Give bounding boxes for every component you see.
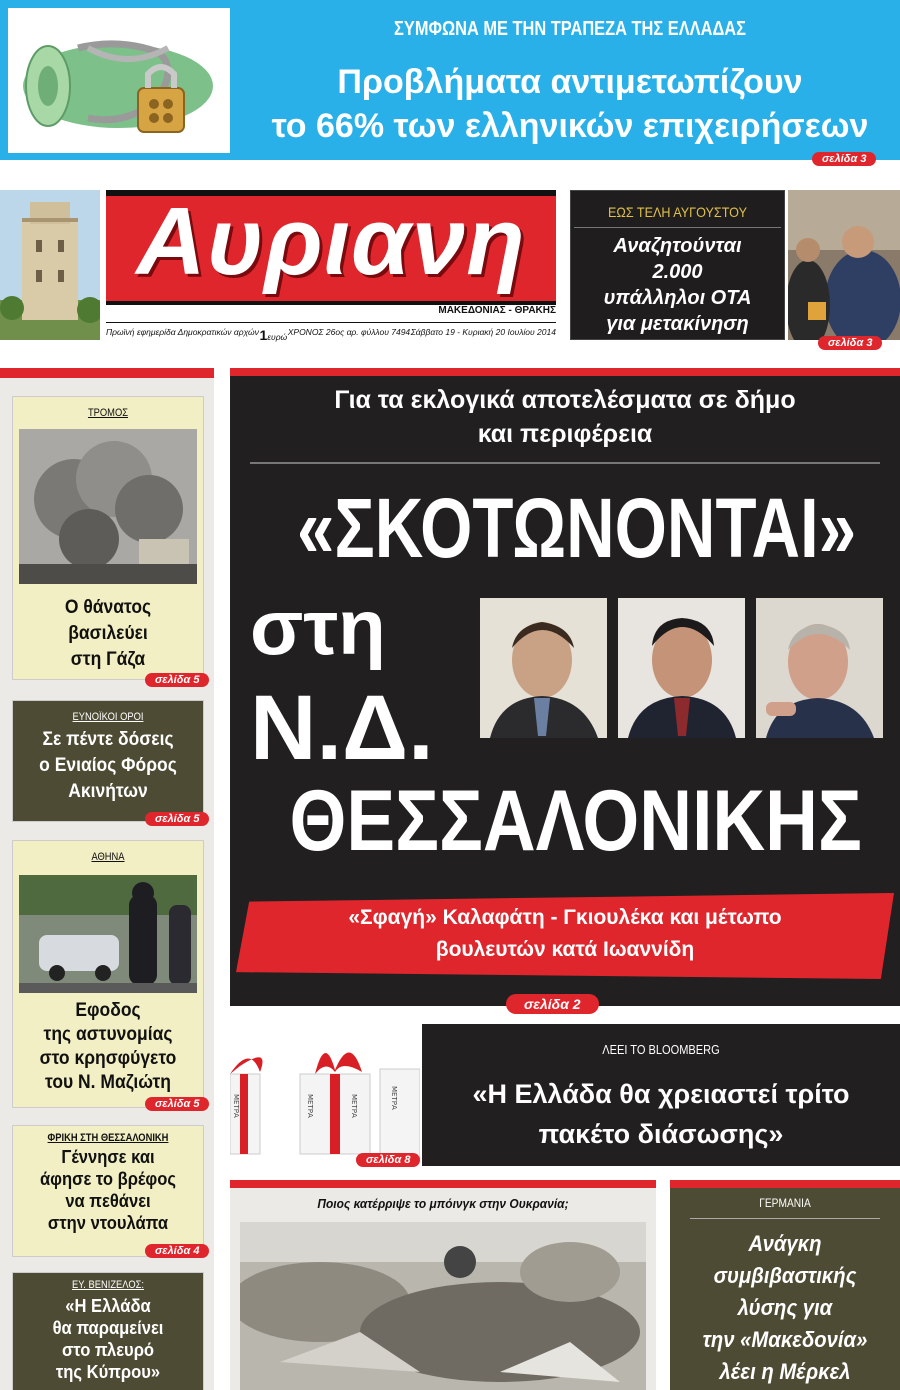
germany-line2: συμβιβαστικής [713,1263,857,1288]
masthead-price [259,327,287,343]
venizelos-line1: «Η Ελλάδα [65,1296,151,1316]
ota-line1: Αναζητούνται [613,235,742,257]
banner-headline-line1: Προβλήματα αντιμετωπίζουν [337,63,803,101]
tax-kicker: ΕΥΝΟΪΚΟΙ ΟΡΟΙ [72,711,144,723]
gift-label-4: ΜΕΤΡΑ [390,1086,398,1110]
gaza-kicker: ΤΡΟΜΟΣ [87,407,129,419]
banner-money-lock-image [8,8,230,153]
ota-divider [574,227,781,228]
venizelos-title [21,1295,196,1383]
newspaper-logo[interactable]: Αυριανη [136,188,526,295]
politician-photo-3 [756,598,883,738]
gift-label-2: ΜΕΤΡΑ [306,1094,314,1118]
athens-line4: του Ν. Μαζιώτη [45,1072,171,1093]
main-headline-line2: στη [250,583,386,671]
athens-page-ref[interactable]: σελίδα 5 [145,1097,209,1111]
gaza-title [21,595,196,673]
tax-line2: ο Ενιαίος Φόρος [39,755,177,776]
main-page-ref[interactable]: σελίδα 2 [506,994,599,1014]
masthead-info [106,322,556,343]
athens-title [21,999,196,1095]
main-sub-line2: βουλευτών κατά Ιωαννίδη [435,938,695,961]
germany-line1: Ανάγκη [748,1231,822,1256]
ota-workers-photo [788,190,900,340]
main-kicker-line2: και περιφέρεια [477,420,653,448]
tax-line3: Ακινήτων [68,781,148,802]
plane-crash-photo [240,1222,646,1390]
main-headline-line1: «ΣΚΟΤΩΝΟΝΤΑΙ» [297,481,857,575]
venizelos-kicker: ΕΥ. ΒΕΝΙΖΕΛΟΣ: [72,1279,144,1291]
tax-line1: Σε πέντε δόσεις [42,729,174,750]
main-kicker-line1: Για τα εκλογικά αποτελέσματα σε δήμο [334,386,796,414]
banner-headline-line2: το 66% των ελληνικών επιχειρήσεων [271,107,869,145]
ota-headline [570,233,785,337]
banner-page-ref[interactable]: σελίδα 3 [812,152,876,166]
ukraine-top-bar [230,1180,656,1188]
masthead-region: ΜΑΚΕΔΟΝΙΑΣ - ΘΡΑΚΗΣ [438,305,556,316]
baby-line1: Γέννησε και [61,1147,155,1167]
baby-card[interactable] [12,1125,204,1257]
main-story-top-bar [230,368,900,376]
venizelos-line2: θα παραμείνει [52,1318,164,1338]
germany-line3: λύσης για [737,1295,833,1320]
politician-photo-1 [480,598,607,738]
gaza-line1: Ο θάνατος [64,597,152,618]
venizelos-line3: στο πλευρό [61,1340,155,1360]
gift-label-3: ΜΕΤΡΑ [350,1094,358,1118]
gaza-page-ref[interactable]: σελίδα 5 [145,673,209,687]
baby-line2: άφησε το βρέφος [40,1169,176,1189]
gift-boxes-image [230,1024,420,1164]
white-tower-photo [0,190,100,340]
tax-card[interactable] [12,700,204,822]
athens-line2: της αστυνομίας [43,1024,173,1045]
bloomberg-kicker: ΛΕΕΙ ΤΟ BLOOMBERG [602,1042,720,1057]
main-headline-line3: Ν.Δ. [250,677,434,779]
banner-headline[interactable] [240,60,900,148]
bloomberg-title [422,1074,900,1154]
germany-title [679,1228,891,1388]
germany-kicker: ΓΕΡΜΑΝΙΑ [759,1196,811,1210]
gaza-smoke-photo [19,429,197,584]
germany-top-bar [670,1180,900,1188]
bloomberg-page-ref[interactable]: σελίδα 8 [356,1153,420,1167]
masthead-tagline: Πρωϊνή εφημερίδα Δημοκρατικών αρχών [106,327,259,337]
gaza-line2: βασιλεύει [68,623,148,644]
ota-line2: 2.000 [652,261,703,283]
athens-kicker: ΑΘΗΝΑ [91,851,125,863]
tax-title [21,727,196,805]
baby-kicker: ΦΡΙΚΗ ΣΤΗ ΘΕΣΣΑΛΟΝΙΚΗ [47,1132,169,1144]
main-sub-line1: «Σφαγή» Καλαφάτη - Γκιουλέκα και μέτωπο [348,906,782,929]
bloomberg-line2: πακέτο διάσωσης» [538,1119,784,1149]
baby-title [21,1146,196,1234]
ukraine-kicker: Ποιος κατέρριψε το μπόινγκ στην Ουκρανία; [317,1196,569,1211]
masthead-issue: ΧΡΟΝΟΣ 26ος αρ. φύλλου 7494 [287,327,411,337]
germany-line4: την «Μακεδονία» [702,1327,868,1352]
main-subheadline [236,902,894,966]
gift-label-1: ΜΕΤΡΑ [232,1094,240,1118]
athens-police-photo [19,875,197,993]
baby-line4: στην ντουλάπα [47,1213,169,1233]
main-kicker [230,383,900,451]
athens-line1: Εφοδος [75,1000,141,1021]
baby-page-ref[interactable]: σελίδα 4 [145,1244,209,1258]
germany-line5: λέει η Μέρκελ [719,1359,851,1384]
baby-line3: να πεθάνει [65,1191,151,1211]
bloomberg-line1: «Η Ελλάδα θα χρειαστεί τρίτο [472,1079,850,1109]
price-number: 1 [259,327,268,343]
gaza-line3: στη Γάζα [70,649,146,670]
main-headline-line4: ΘΕΣΣΑΛΟΝΙΚΗΣ [289,773,862,869]
banner-kicker: ΣΥΜΦΩΝΑ ΜΕ ΤΗΝ ΤΡΑΠΕΖΑ ΤΗΣ ΕΛΛΑΔΑΣ [394,18,746,40]
ota-line4: για μετακίνηση [606,313,749,335]
tax-page-ref[interactable]: σελίδα 5 [145,812,209,826]
germany-divider [690,1218,880,1219]
politician-photo-2 [618,598,745,738]
venizelos-card[interactable] [12,1272,204,1390]
ota-kicker: ΕΩΣ ΤΕΛΗ ΑΥΓΟΥΣΤΟΥ [608,204,747,220]
price-unit: ευρώ [267,332,288,342]
masthead-date: Σάββατο 19 - Κυριακή 20 Ιουλίου 2014 [410,327,556,337]
gaza-card[interactable] [12,396,204,680]
athens-line3: στο κρησφύγετο [39,1048,177,1069]
ota-line3: υπάλληλοι ΟΤΑ [603,287,752,309]
athens-card[interactable] [12,840,204,1108]
ota-page-ref[interactable]: σελίδα 3 [818,336,882,350]
main-divider [250,462,880,464]
venizelos-line4: της Κύπρου» [55,1362,161,1382]
